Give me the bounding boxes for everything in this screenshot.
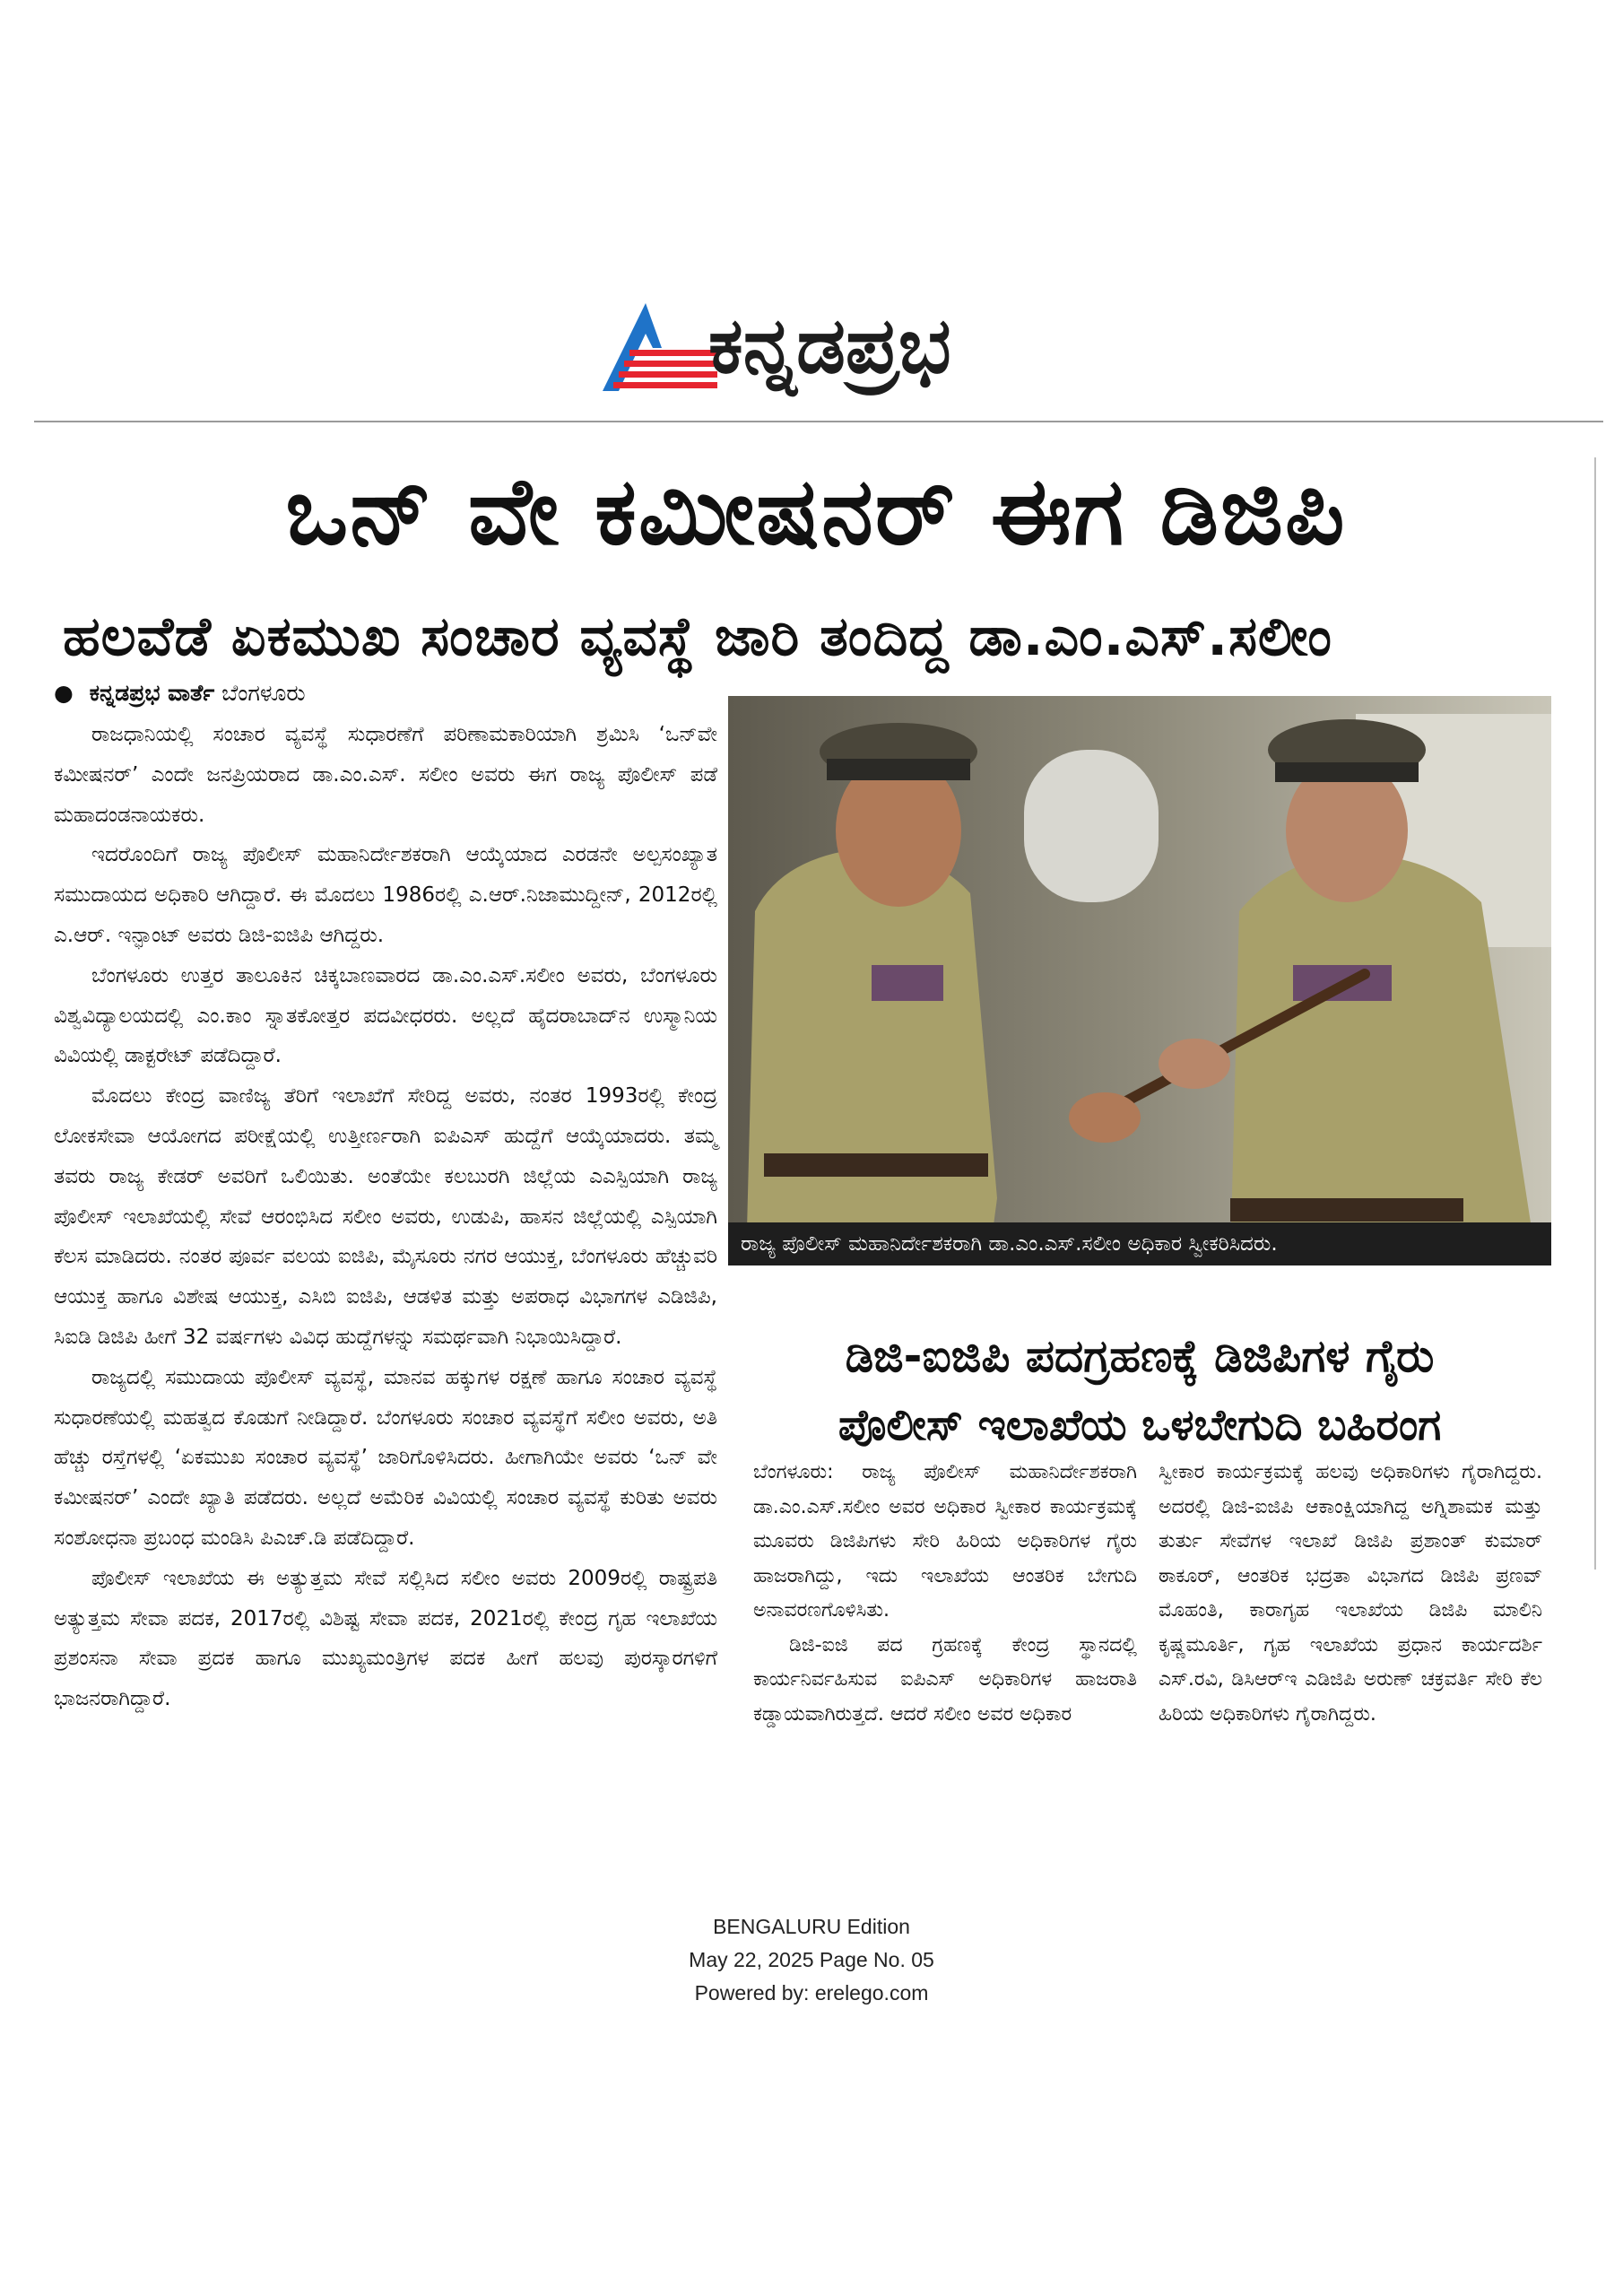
byline	[54, 677, 717, 709]
story2-headline: ಡಿಜಿ-ಐಜಿಪಿ ಪದಗ್ರಹಣಕ್ಕೆ ಡಿಜಿಪಿಗಳ ಗೈರು	[845, 1330, 1435, 1382]
story-paragraph: ಬೆಂಗಳೂರು ಉತ್ತರ ತಾಲೂಕಿನ ಚಿಕ್ಕಬಾಣವಾರದ ಡಾ.ಎಂ.ಎಸ್.ಸಲೀಂ ಅವರು, ಬೆಂಗಳೂರು ವಿಶ್ವವಿದ್ಯಾಲಯದಲ್ಲಿ ಎಂ.ಕಾಂ ಸ್ನಾತಕೋತ್ತರ ಪದವೀಧರರು. ಅಲ್ಲದೆ ಹೈದರಾಬಾದ್‌ನ ಉಸ್ಮಾನಿಯ ವಿವಿಯಲ್ಲಿ ಡಾಕ್ಟರೇಟ್ ಪಡೆದಿದ್ದಾರೆ.	[54, 963, 717, 1068]
photo-caption: ರಾಜ್ಯ ಪೊಲೀಸ್ ಮಹಾನಿರ್ದೇಶಕರಾಗಿ ಡಾ.ಎಂ.ಎಸ್.ಸಲೀಂ ಅಧಿಕಾರ ಸ್ವೀಕರಿಸಿದರು.	[728, 1222, 1551, 1265]
byline-place: ಬೆಂಗಳೂರು	[221, 680, 306, 706]
officers-photo-illustration	[728, 696, 1551, 1265]
footer-date-page: May 22, 2025 Page No. 05	[689, 1948, 934, 1971]
bullet-icon: ●	[54, 680, 74, 706]
story2-column-2	[1159, 1456, 1542, 1732]
subheadline: ಹಲವೆಡೆ ಏಕಮುಖ ಸಂಚಾರ ವ್ಯವಸ್ಥೆ ಜಾರಿ ತಂದಿದ್ದ ಡಾ.ಎಂ.ಎಸ್.ಸಲೀಂ	[63, 605, 1333, 668]
story-paragraph: ರಾಜ್ಯದಲ್ಲಿ ಸಮುದಾಯ ಪೊಲೀಸ್ ವ್ಯವಸ್ಥೆ, ಮಾನವ ಹಕ್ಕುಗಳ ರಕ್ಷಣೆ ಹಾಗೂ ಸಂಚಾರ ವ್ಯವಸ್ಥೆ ಸುಧಾರಣೆಯಲ್ಲಿ ಮಹತ್ವದ ಕೊಡುಗೆ ನೀಡಿದ್ದಾರೆ. ಬೆಂಗಳೂರು ಸಂಚಾರ ವ್ಯವಸ್ಥೆಗೆ ಸಲೀಂ ಅವರು, ಅತಿ ಹೆಚ್ಚು ರಸ್ತೆಗಳಲ್ಲಿ ‘ಏಕಮುಖ ಸಂಚಾರ ವ್ಯವಸ್ಥೆ’ ಜಾರಿಗೊಳಿಸಿದರು. ಹೀಗಾಗಿಯೇ ಅವರು ‘ಒನ್ ವೇ ಕಮೀಷನರ್’ ಎಂದೇ ಖ್ಯಾತಿ ಪಡೆದರು. ಅಲ್ಲದೆ ಅಮೆರಿಕ ವಿವಿಯಲ್ಲಿ ಸಂಚಾರ ವ್ಯವಸ್ಥೆ ಕುರಿತು ಅವರು ಸಂಶೋಧನಾ ಪ್ರಬಂಧ ಮಂಡಿಸಿ ಪಿಎಚ್.ಡಿ ಪಡೆದಿದ್ದಾರೆ.	[54, 1365, 717, 1550]
story2-subheadline: ಪೊಲೀಸ್ ಇಲಾಖೆಯ ಒಳಬೇಗುದಿ ಬಹಿರಂಗ	[838, 1400, 1442, 1450]
masthead-title: ಕನ್ನಡಪ್ರಭ	[708, 301, 951, 391]
story2-paragraph: ಬೆಂಗಳೂರು: ರಾಜ್ಯ ಪೊಲೀಸ್ ಮಹಾನಿರ್ದೇಶಕರಾಗಿ ಡಾ.ಎಂ.ಎಸ್.ಸಲೀಂ ಅವರ ಅಧಿಕಾರ ಸ್ವೀಕಾರ ಕಾರ್ಯಕ್ರಮಕ್ಕೆ ಮೂವರು ಡಿಜಿಪಿಗಳು ಸೇರಿ ಹಿರಿಯ ಅಧಿಕಾರಿಗಳ ಗೈರು ಹಾಜರಾಗಿದ್ದು, ಇದು ಇಲಾಖೆಯ ಆಂತರಿಕ ಬೇಗುದಿ ಅನಾವರಣಗೊಳಿಸಿತು.	[753, 1461, 1137, 1622]
column-divider	[1594, 457, 1596, 1570]
masthead-divider	[34, 421, 1603, 422]
story-paragraph: ಇದರೊಂದಿಗೆ ರಾಜ್ಯ ಪೊಲೀಸ್ ಮಹಾನಿರ್ದೇಶಕರಾಗಿ ಆಯ್ಕೆಯಾದ ಎರಡನೇ ಅಲ್ಪಸಂಖ್ಯಾತ ಸಮುದಾಯದ ಅಧಿಕಾರಿ ಆಗಿದ್ದಾರೆ. ಈ ಮೊದಲು 1986ರಲ್ಲಿ ಎ.ಆರ್.ನಿಜಾಮುದ್ದೀನ್, 2012ರಲ್ಲಿ ಎ.ಆರ್. ಇನ್ಫಾಂಟ್ ಅವರು ಡಿಜಿ-ಐಜಿಪಿ ಆಗಿದ್ದರು.	[54, 843, 717, 947]
story-paragraph: ಪೊಲೀಸ್ ಇಲಾಖೆಯ ಈ ಅತ್ಯುತ್ತಮ ಸೇವೆ ಸಲ್ಲಿಸಿದ ಸಲೀಂ ಅವರು 2009ರಲ್ಲಿ ರಾಷ್ಟ್ರಪತಿ ಅತ್ಯುತ್ತಮ ಸೇವಾ ಪದಕ, 2017ರಲ್ಲಿ ವಿಶಿಷ್ಟ ಸೇವಾ ಪದಕ, 2021ರಲ್ಲಿ ಕೇಂದ್ರ ಗೃಹ ಇಲಾಖೆಯ ಪ್ರಶಂಸನಾ ಸೇವಾ ಪ್ರದಕ ಹಾಗೂ ಮುಖ್ಯಮಂತ್ರಿಗಳ ಪದಕ ಹೀಗೆ ಹಲವು ಪುರಸ್ಕಾರಗಳಿಗೆ ಭಾಜನರಾಗಿದ್ದಾರೆ.	[54, 1566, 717, 1711]
story-paragraph: ಮೊದಲು ಕೇಂದ್ರ ವಾಣಿಜ್ಯ ತೆರಿಗೆ ಇಲಾಖೆಗೆ ಸೇರಿದ್ದ ಅವರು, ನಂತರ 1993ರಲ್ಲಿ ಕೇಂದ್ರ ಲೋಕಸೇವಾ ಆಯೋಗದ ಪರೀಕ್ಷೆಯಲ್ಲಿ ಉತ್ತೀರ್ಣರಾಗಿ ಐಪಿಎಸ್ ಹುದ್ದೆಗೆ ಆಯ್ಕೆಯಾದರು. ತಮ್ಮ ತವರು ರಾಜ್ಯ ಕೇಡರ್ ಅವರಿಗೆ ಒಲಿಯಿತು. ಅಂತೆಯೇ ಕಲಬುರಗಿ ಜಿಲ್ಲೆಯ ಎಎಸ್ಪಿಯಾಗಿ ರಾಜ್ಯ ಪೊಲೀಸ್ ಇಲಾಖೆಯಲ್ಲಿ ಸೇವೆ ಆರಂಭಿಸಿದ ಸಲೀಂ ಅವರು, ಉಡುಪಿ, ಹಾಸನ ಜಿಲ್ಲೆಯಲ್ಲಿ ಎಸ್ಪಿಯಾಗಿ ಕೆಲಸ ಮಾಡಿದರು. ನಂತರ ಪೂರ್ವ ವಲಯ ಐಜಿಪಿ, ಮೈಸೂರು ನಗರ ಆಯುಕ್ತ, ಬೆಂಗಳೂರು ಹೆಚ್ಚುವರಿ ಆಯುಕ್ತ ಹಾಗೂ ವಿಶೇಷ ಆಯುಕ್ತ, ಎಸಿಬಿ ಐಜಿಪಿ, ಆಡಳಿತ ಮತ್ತು ಅಪರಾಧ ವಿಭಾಗಗಳ ಎಡಿಜಿಪಿ, ಸಿಐಡಿ ಡಿಜಿಪಿ ಹೀಗೆ 32 ವರ್ಷಗಳು ವಿವಿಧ ಹುದ್ದೆಗಳನ್ನು ಸಮರ್ಥವಾಗಿ ನಿಭಾಯಿಸಿದ್ದಾರೆ.	[54, 1084, 717, 1349]
footer-edition: BENGALURU Edition	[713, 1915, 910, 1938]
byline-source: ಕನ್ನಡಪ್ರಭ ವಾರ್ತೆ	[89, 680, 215, 706]
page-footer	[0, 1910, 1623, 2010]
kannada-prabha-logo-icon	[603, 303, 717, 393]
headline: ಒನ್ ವೇ ಕಮೀಷನರ್ ಈಗ ಡಿಜಿಪಿ	[285, 457, 1347, 566]
story-paragraph: ರಾಜಧಾನಿಯಲ್ಲಿ ಸಂಚಾರ ವ್ಯವಸ್ಥೆ ಸುಧಾರಣೆಗೆ ಪರಿಣಾಮಕಾರಿಯಾಗಿ ಶ್ರಮಿಸಿ ‘ಒನ್‌ವೇ ಕಮೀಷನರ್’ ಎಂದೇ ಜನಪ್ರಿಯರಾದ ಡಾ.ಎಂ.ಎಸ್. ಸಲೀಂ ಅವರು ಈಗ ರಾಜ್ಯ ಪೊಲೀಸ್ ಪಡೆ ಮಹಾದಂಡನಾಯಕರು.	[54, 723, 717, 827]
story2-paragraph: ಡಿಜಿ-ಐಜಿ ಪದ ಗ್ರಹಣಕ್ಕೆ ಕೇಂದ್ರ ಸ್ಥಾನದಲ್ಲಿ ಕಾರ್ಯನಿರ್ವಹಿಸುವ ಐಪಿಎಸ್ ಅಧಿಕಾರಿಗಳ ಹಾಜರಾತಿ ಕಡ್ಡಾಯವಾಗಿರುತ್ತದೆ. ಆದರೆ ಸಲೀಂ ಅವರ ಅಧಿಕಾರ	[753, 1633, 1137, 1726]
story2-column-1	[753, 1456, 1137, 1732]
story2-paragraph: ಸ್ವೀಕಾರ ಕಾರ್ಯಕ್ರಮಕ್ಕೆ ಹಲವು ಅಧಿಕಾರಿಗಳು ಗೈರಾಗಿದ್ದರು. ಅದರಲ್ಲಿ ಡಿಜಿ-ಐಜಿಪಿ ಆಕಾಂಕ್ಷಿಯಾಗಿದ್ದ ಅಗ್ನಿಶಾಮಕ ಮತ್ತು ತುರ್ತು ಸೇವೆಗಳ ಇಲಾಖೆ ಡಿಜಿಪಿ ಪ್ರಶಾಂತ್ ಕುಮಾರ್ ಠಾಕೂರ್, ಆಂತರಿಕ ಭದ್ರತಾ ವಿಭಾಗದ ಡಿಜಿಪಿ ಪ್ರಣವ್ ಮೊಹಂತಿ, ಕಾರಾಗೃಹ ಇಲಾಖೆಯ ಡಿಜಿಪಿ ಮಾಲಿನಿ ಕೃಷ್ಣಮೂರ್ತಿ, ಗೃಹ ಇಲಾಖೆಯ ಪ್ರಧಾನ ಕಾರ್ಯದರ್ಶಿ ಎಸ್.ರವಿ, ಡಿಸಿಆರ್‌ಇ ಎಡಿಜಿಪಿ ಅರುಣ್ ಚಕ್ರವರ್ತಿ ಸೇರಿ ಕೆಲ ಹಿರಿಯ ಅಧಿಕಾರಿಗಳು ಗೈರಾಗಿದ್ದರು.	[1159, 1461, 1542, 1726]
news-photo	[728, 696, 1551, 1265]
footer-powered-by: Powered by: erelego.com	[694, 1981, 929, 2005]
story-body	[54, 715, 717, 1719]
